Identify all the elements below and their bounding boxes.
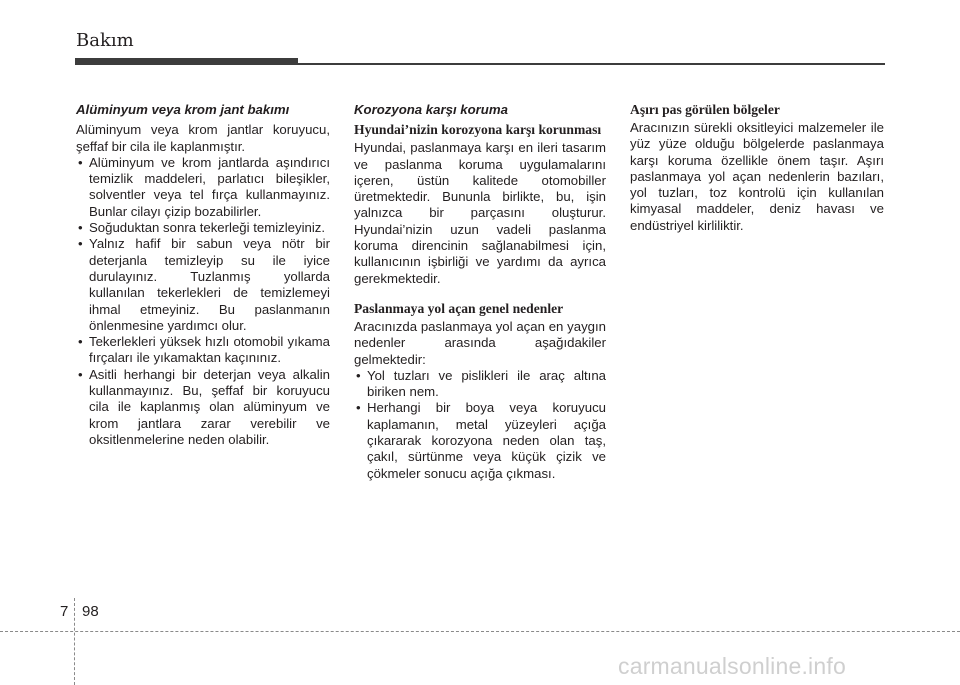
section-title-corrosion: Korozyona karşı koruma — [354, 102, 508, 117]
bullet-item: • Soğuduktan sonra tekerleği temizleyiniz. — [76, 220, 330, 236]
header-rule-thin — [298, 63, 885, 65]
subheading-common-causes: Paslanmaya yol açan genel nedenler — [354, 300, 564, 316]
high-rust-areas-text: Aracınızın sürekli oksitleyici malzemeler ile yüz yüze olduğu bölgelerde paslanmaya karşı koruma özellikle önem taşır. Aşırı paslanmaya yol açan nedenlerin bazıları, yol tuzları, toz kontrolü için kullanılan kimyasal maddeler, deniz havası ve endüstriyel kirliliktir. — [630, 120, 884, 233]
page-header-title: Bakım — [76, 30, 134, 51]
corrosion-protection-text: Hyundai, paslanmaya karşı en ileri tasarım ve paslanma koruma uygulamalarını içeren, üstün kalitede otomobiller üretmektedir. Bununla birlikte, bu, işin yalnızca bir parçasını oluşturur. Hyundai’nizin uzun vadeli paslanma koruma direncinin sağlanabilmesi için, kullanıcının işbirliği ve yardımı da ayrıca gerekmektedir. — [354, 140, 606, 286]
common-causes-text: Aracınızda paslanmaya yol açan en yaygın nedenler arasında aşağıdakiler gelmektedir: — [354, 318, 606, 367]
bullet-item: • Tekerlekleri yüksek hızlı otomobil yıkama fırçaları ile yıkamaktan kaçınınız. — [76, 334, 330, 367]
watermark-text: carmanualsonline.info — [618, 653, 846, 679]
chapter-number: 7 — [60, 603, 69, 620]
page-number: 98 — [82, 603, 99, 620]
bullet-item: • Yol tuzları ve pislikleri ile araç altına biriken nem. — [354, 368, 606, 401]
column-3 — [630, 102, 884, 234]
section-title-wheel-care: Alüminyum veya krom jant bakımı — [76, 102, 290, 117]
bullet-item: • Herhangi bir boya veya koruyucu kaplamanın, metal yüzeyleri açığa çıkararak korozyona neden olan taş, çakıl, sürtünme veya küçük çizik ve çökmeler sonucu açığa çıkması. — [354, 400, 606, 481]
bullet-item: • Asitli herhangi bir deterjan veya alkalin kullanmayınız. Bu, şeffaf bir koruyucu cila ile kaplanmış olan alüminyum ve krom jantlara zarar verebilir ve oksitlenmelerine neden olabilir. — [76, 367, 330, 448]
common-causes-bullets — [354, 368, 606, 482]
subheading-high-rust-areas: Aşırı pas görülen bölgeler — [630, 102, 780, 117]
wheel-care-bullets — [76, 155, 330, 448]
subheading-corrosion-protection: Hyundai’nizin korozyona karşı korunması — [354, 122, 602, 138]
footer-divider-vertical — [74, 598, 75, 685]
column-2 — [354, 102, 606, 482]
header-rule-thick — [75, 58, 298, 65]
bullet-item: • Alüminyum ve krom jantlarda aşındırıcı temizlik maddeleri, parlatıcı bileşikler, solventler veya tel fırça kullanmayınız. Bunlar cilayı çizip bozabilirler. — [76, 155, 330, 220]
bullet-item: • Yalnız hafif bir sabun veya nötr bir deterjanla temizleyip su ile iyice durulayınız. Tuzlanmış yollarda kullanılan tekerlekleri de temizlemeyi ihmal etmeyiniz. Bu paslanmanın önlenmesine yardımcı olur. — [76, 236, 330, 334]
wheel-care-intro: Alüminyum veya krom jantlar koruyucu, şeffaf bir cila ile kaplanmıştır. — [76, 122, 330, 154]
footer-divider-horizontal — [0, 631, 960, 632]
column-1 — [76, 102, 330, 448]
